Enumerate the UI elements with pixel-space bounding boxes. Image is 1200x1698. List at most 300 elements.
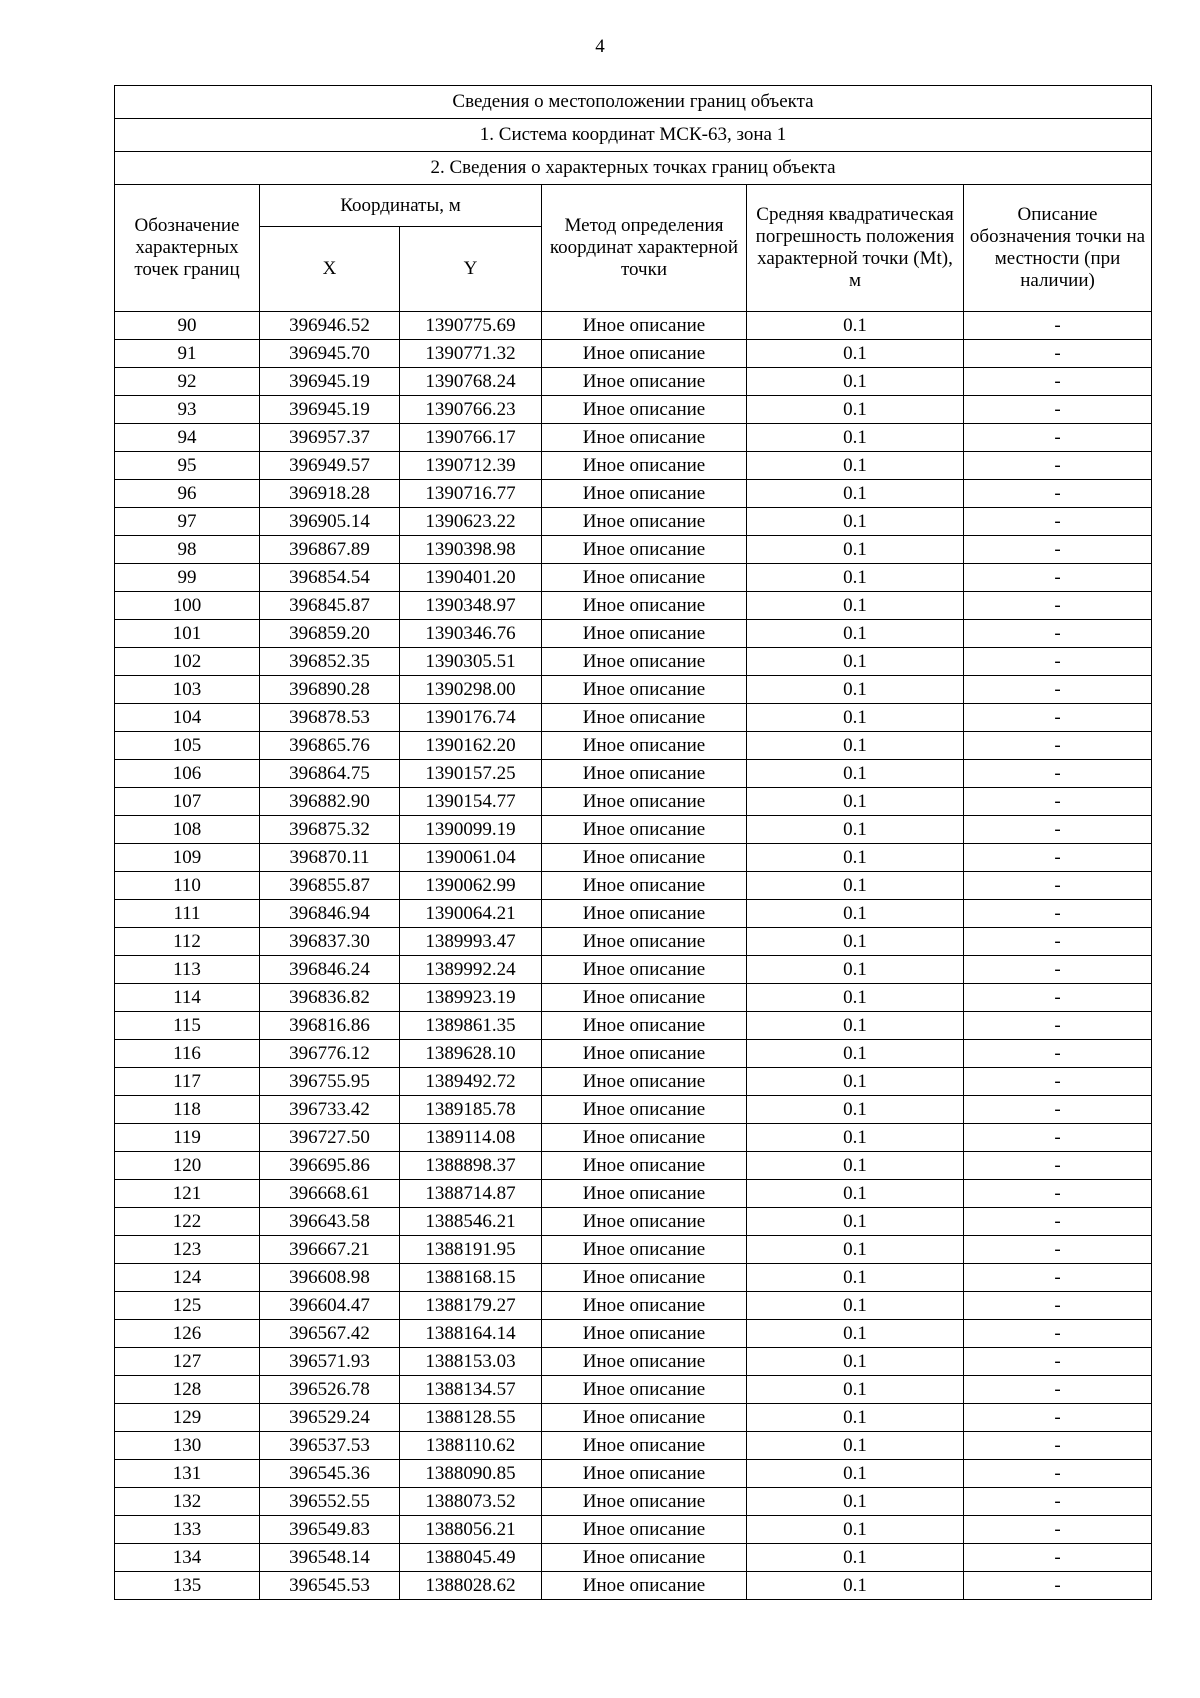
cell-x: 396776.12 bbox=[260, 1040, 400, 1068]
cell-method: Иное описание bbox=[542, 1516, 747, 1544]
cell-method: Иное описание bbox=[542, 424, 747, 452]
cell-y: 1388168.15 bbox=[400, 1264, 542, 1292]
cell-method: Иное описание bbox=[542, 1404, 747, 1432]
cell-point: 91 bbox=[115, 340, 260, 368]
cell-accuracy: 0.1 bbox=[747, 928, 964, 956]
cell-x: 396643.58 bbox=[260, 1208, 400, 1236]
table-row bbox=[115, 816, 1152, 844]
cell-method: Иное описание bbox=[542, 816, 747, 844]
cell-accuracy: 0.1 bbox=[747, 536, 964, 564]
cell-x: 396859.20 bbox=[260, 620, 400, 648]
cell-y: 1390712.39 bbox=[400, 452, 542, 480]
cell-point: 113 bbox=[115, 956, 260, 984]
cell-y: 1390305.51 bbox=[400, 648, 542, 676]
cell-y: 1390398.98 bbox=[400, 536, 542, 564]
cell-method: Иное описание bbox=[542, 1460, 747, 1488]
table-row bbox=[115, 872, 1152, 900]
cell-accuracy: 0.1 bbox=[747, 900, 964, 928]
table-row bbox=[115, 1292, 1152, 1320]
cell-point: 121 bbox=[115, 1180, 260, 1208]
cell-x: 396890.28 bbox=[260, 676, 400, 704]
cell-x: 396571.93 bbox=[260, 1348, 400, 1376]
cell-point: 101 bbox=[115, 620, 260, 648]
cell-x: 396945.19 bbox=[260, 368, 400, 396]
table-row bbox=[115, 1264, 1152, 1292]
cell-x: 396668.61 bbox=[260, 1180, 400, 1208]
cell-x: 396604.47 bbox=[260, 1292, 400, 1320]
cell-y: 1389861.35 bbox=[400, 1012, 542, 1040]
cell-x: 396816.86 bbox=[260, 1012, 400, 1040]
cell-method: Иное описание bbox=[542, 1432, 747, 1460]
cell-y: 1389492.72 bbox=[400, 1068, 542, 1096]
cell-accuracy: 0.1 bbox=[747, 1124, 964, 1152]
cell-y: 1390771.32 bbox=[400, 340, 542, 368]
cell-x: 396846.24 bbox=[260, 956, 400, 984]
cell-point: 98 bbox=[115, 536, 260, 564]
cell-point: 118 bbox=[115, 1096, 260, 1124]
cell-y: 1389628.10 bbox=[400, 1040, 542, 1068]
cell-x: 396882.90 bbox=[260, 788, 400, 816]
cell-point: 115 bbox=[115, 1012, 260, 1040]
cell-x: 396526.78 bbox=[260, 1376, 400, 1404]
cell-accuracy: 0.1 bbox=[747, 648, 964, 676]
header-point: Обозначение характерных точек границ bbox=[115, 185, 260, 312]
cell-x: 396878.53 bbox=[260, 704, 400, 732]
cell-x: 396946.52 bbox=[260, 312, 400, 340]
cell-method: Иное описание bbox=[542, 900, 747, 928]
cell-y: 1388546.21 bbox=[400, 1208, 542, 1236]
cell-x: 396854.54 bbox=[260, 564, 400, 592]
cell-x: 396949.57 bbox=[260, 452, 400, 480]
cell-y: 1390298.00 bbox=[400, 676, 542, 704]
cell-description: - bbox=[964, 984, 1152, 1012]
cell-accuracy: 0.1 bbox=[747, 872, 964, 900]
cell-description: - bbox=[964, 1488, 1152, 1516]
table-row bbox=[115, 396, 1152, 424]
cell-method: Иное описание bbox=[542, 760, 747, 788]
cell-description: - bbox=[964, 872, 1152, 900]
cell-description: - bbox=[964, 704, 1152, 732]
cell-description: - bbox=[964, 312, 1152, 340]
cell-y: 1389185.78 bbox=[400, 1096, 542, 1124]
cell-description: - bbox=[964, 508, 1152, 536]
cell-description: - bbox=[964, 1236, 1152, 1264]
cell-method: Иное описание bbox=[542, 620, 747, 648]
cell-accuracy: 0.1 bbox=[747, 508, 964, 536]
cell-description: - bbox=[964, 648, 1152, 676]
cell-description: - bbox=[964, 732, 1152, 760]
cell-accuracy: 0.1 bbox=[747, 1376, 964, 1404]
table-row bbox=[115, 760, 1152, 788]
cell-method: Иное описание bbox=[542, 1488, 747, 1516]
cell-accuracy: 0.1 bbox=[747, 1460, 964, 1488]
cell-point: 120 bbox=[115, 1152, 260, 1180]
cell-method: Иное описание bbox=[542, 1320, 747, 1348]
cell-method: Иное описание bbox=[542, 732, 747, 760]
cell-method: Иное описание bbox=[542, 340, 747, 368]
cell-point: 123 bbox=[115, 1236, 260, 1264]
table-row bbox=[115, 1124, 1152, 1152]
cell-x: 396552.55 bbox=[260, 1488, 400, 1516]
cell-method: Иное описание bbox=[542, 1124, 747, 1152]
cell-y: 1388028.62 bbox=[400, 1572, 542, 1600]
cell-point: 100 bbox=[115, 592, 260, 620]
cell-description: - bbox=[964, 396, 1152, 424]
cell-y: 1388153.03 bbox=[400, 1348, 542, 1376]
cell-accuracy: 0.1 bbox=[747, 1264, 964, 1292]
cell-method: Иное описание bbox=[542, 1096, 747, 1124]
cell-y: 1389114.08 bbox=[400, 1124, 542, 1152]
cell-x: 396727.50 bbox=[260, 1124, 400, 1152]
cell-y: 1390061.04 bbox=[400, 844, 542, 872]
cell-x: 396864.75 bbox=[260, 760, 400, 788]
table-row bbox=[115, 1236, 1152, 1264]
cell-point: 128 bbox=[115, 1376, 260, 1404]
cell-accuracy: 0.1 bbox=[747, 732, 964, 760]
cell-accuracy: 0.1 bbox=[747, 1544, 964, 1572]
cell-x: 396537.53 bbox=[260, 1432, 400, 1460]
cell-point: 133 bbox=[115, 1516, 260, 1544]
table-row bbox=[115, 1460, 1152, 1488]
cell-method: Иное описание bbox=[542, 1544, 747, 1572]
cell-point: 119 bbox=[115, 1124, 260, 1152]
cell-method: Иное описание bbox=[542, 648, 747, 676]
cell-method: Иное описание bbox=[542, 368, 747, 396]
cell-method: Иное описание bbox=[542, 1152, 747, 1180]
cell-accuracy: 0.1 bbox=[747, 368, 964, 396]
cell-y: 1389993.47 bbox=[400, 928, 542, 956]
header-coordinates: Координаты, м bbox=[260, 185, 542, 227]
cell-method: Иное описание bbox=[542, 1040, 747, 1068]
table-row bbox=[115, 508, 1152, 536]
cell-y: 1388045.49 bbox=[400, 1544, 542, 1572]
table-row bbox=[115, 956, 1152, 984]
cell-x: 396870.11 bbox=[260, 844, 400, 872]
cell-accuracy: 0.1 bbox=[747, 1292, 964, 1320]
cell-accuracy: 0.1 bbox=[747, 396, 964, 424]
cell-accuracy: 0.1 bbox=[747, 1320, 964, 1348]
cell-accuracy: 0.1 bbox=[747, 1012, 964, 1040]
cell-point: 102 bbox=[115, 648, 260, 676]
cell-x: 396875.32 bbox=[260, 816, 400, 844]
table-row bbox=[115, 928, 1152, 956]
cell-description: - bbox=[964, 1180, 1152, 1208]
cell-y: 1390623.22 bbox=[400, 508, 542, 536]
header-accuracy: Средняя квадратическая погрешность положения характерной точки (Mt), м bbox=[747, 185, 964, 312]
table-row bbox=[115, 368, 1152, 396]
cell-method: Иное описание bbox=[542, 1376, 747, 1404]
cell-accuracy: 0.1 bbox=[747, 956, 964, 984]
cell-method: Иное описание bbox=[542, 396, 747, 424]
cell-description: - bbox=[964, 1208, 1152, 1236]
cell-point: 124 bbox=[115, 1264, 260, 1292]
cell-method: Иное описание bbox=[542, 564, 747, 592]
cell-method: Иное описание bbox=[542, 788, 747, 816]
cell-point: 106 bbox=[115, 760, 260, 788]
table-row bbox=[115, 1040, 1152, 1068]
cell-accuracy: 0.1 bbox=[747, 620, 964, 648]
cell-point: 111 bbox=[115, 900, 260, 928]
table-row bbox=[115, 1180, 1152, 1208]
cell-y: 1390157.25 bbox=[400, 760, 542, 788]
cell-point: 95 bbox=[115, 452, 260, 480]
cell-x: 396549.83 bbox=[260, 1516, 400, 1544]
header-x: X bbox=[260, 227, 400, 312]
cell-y: 1389992.24 bbox=[400, 956, 542, 984]
table-row bbox=[115, 340, 1152, 368]
cell-y: 1388073.52 bbox=[400, 1488, 542, 1516]
cell-x: 396957.37 bbox=[260, 424, 400, 452]
cell-y: 1390099.19 bbox=[400, 816, 542, 844]
cell-description: - bbox=[964, 1432, 1152, 1460]
cell-y: 1388179.27 bbox=[400, 1292, 542, 1320]
table-row bbox=[115, 1572, 1152, 1600]
cell-method: Иное описание bbox=[542, 1348, 747, 1376]
cell-x: 396733.42 bbox=[260, 1096, 400, 1124]
cell-description: - bbox=[964, 1516, 1152, 1544]
cell-description: - bbox=[964, 592, 1152, 620]
cell-accuracy: 0.1 bbox=[747, 676, 964, 704]
cell-y: 1390766.23 bbox=[400, 396, 542, 424]
cell-accuracy: 0.1 bbox=[747, 1096, 964, 1124]
cell-method: Иное описание bbox=[542, 676, 747, 704]
table-row bbox=[115, 1012, 1152, 1040]
cell-point: 90 bbox=[115, 312, 260, 340]
cell-accuracy: 0.1 bbox=[747, 1180, 964, 1208]
cell-description: - bbox=[964, 1124, 1152, 1152]
cell-point: 103 bbox=[115, 676, 260, 704]
cell-description: - bbox=[964, 1040, 1152, 1068]
table-row bbox=[115, 592, 1152, 620]
cell-accuracy: 0.1 bbox=[747, 1152, 964, 1180]
table-row bbox=[115, 676, 1152, 704]
cell-accuracy: 0.1 bbox=[747, 844, 964, 872]
cell-point: 114 bbox=[115, 984, 260, 1012]
cell-x: 396918.28 bbox=[260, 480, 400, 508]
cell-y: 1390775.69 bbox=[400, 312, 542, 340]
cell-x: 396837.30 bbox=[260, 928, 400, 956]
cell-description: - bbox=[964, 340, 1152, 368]
cell-x: 396667.21 bbox=[260, 1236, 400, 1264]
table-row bbox=[115, 704, 1152, 732]
cell-method: Иное описание bbox=[542, 536, 747, 564]
table-row bbox=[115, 1376, 1152, 1404]
section-title: 2. Сведения о характерных точках границ объекта bbox=[115, 152, 1152, 185]
cell-description: - bbox=[964, 1012, 1152, 1040]
cell-x: 396867.89 bbox=[260, 536, 400, 564]
cell-method: Иное описание bbox=[542, 1012, 747, 1040]
table-row bbox=[115, 1516, 1152, 1544]
cell-accuracy: 0.1 bbox=[747, 816, 964, 844]
cell-description: - bbox=[964, 480, 1152, 508]
cell-method: Иное описание bbox=[542, 1292, 747, 1320]
cell-description: - bbox=[964, 424, 1152, 452]
cell-point: 112 bbox=[115, 928, 260, 956]
cell-y: 1388191.95 bbox=[400, 1236, 542, 1264]
cell-point: 99 bbox=[115, 564, 260, 592]
cell-point: 108 bbox=[115, 816, 260, 844]
cell-method: Иное описание bbox=[542, 1572, 747, 1600]
table-row bbox=[115, 1208, 1152, 1236]
cell-method: Иное описание bbox=[542, 1264, 747, 1292]
table-row bbox=[115, 1320, 1152, 1348]
cell-point: 97 bbox=[115, 508, 260, 536]
cell-point: 110 bbox=[115, 872, 260, 900]
cell-description: - bbox=[964, 1460, 1152, 1488]
cell-accuracy: 0.1 bbox=[747, 1488, 964, 1516]
cell-accuracy: 0.1 bbox=[747, 340, 964, 368]
cell-x: 396695.86 bbox=[260, 1152, 400, 1180]
table-row bbox=[115, 564, 1152, 592]
cell-description: - bbox=[964, 1572, 1152, 1600]
cell-y: 1388128.55 bbox=[400, 1404, 542, 1432]
cell-y: 1390162.20 bbox=[400, 732, 542, 760]
cell-accuracy: 0.1 bbox=[747, 1432, 964, 1460]
cell-accuracy: 0.1 bbox=[747, 984, 964, 1012]
cell-x: 396852.35 bbox=[260, 648, 400, 676]
cell-y: 1390064.21 bbox=[400, 900, 542, 928]
cell-x: 396845.87 bbox=[260, 592, 400, 620]
cell-point: 96 bbox=[115, 480, 260, 508]
table-row bbox=[115, 732, 1152, 760]
cell-y: 1390348.97 bbox=[400, 592, 542, 620]
cell-y: 1388164.14 bbox=[400, 1320, 542, 1348]
cell-accuracy: 0.1 bbox=[747, 1208, 964, 1236]
cell-y: 1388090.85 bbox=[400, 1460, 542, 1488]
cell-accuracy: 0.1 bbox=[747, 1040, 964, 1068]
cell-accuracy: 0.1 bbox=[747, 760, 964, 788]
cell-x: 396545.36 bbox=[260, 1460, 400, 1488]
cell-method: Иное описание bbox=[542, 704, 747, 732]
cell-description: - bbox=[964, 760, 1152, 788]
cell-x: 396945.19 bbox=[260, 396, 400, 424]
cell-description: - bbox=[964, 844, 1152, 872]
cell-point: 104 bbox=[115, 704, 260, 732]
table-row bbox=[115, 312, 1152, 340]
cell-accuracy: 0.1 bbox=[747, 1404, 964, 1432]
cell-y: 1390176.74 bbox=[400, 704, 542, 732]
cell-method: Иное описание bbox=[542, 312, 747, 340]
cell-description: - bbox=[964, 1292, 1152, 1320]
cell-accuracy: 0.1 bbox=[747, 312, 964, 340]
cell-method: Иное описание bbox=[542, 928, 747, 956]
coordinate-system: 1. Система координат МСК-63, зона 1 bbox=[115, 119, 1152, 152]
cell-point: 94 bbox=[115, 424, 260, 452]
cell-accuracy: 0.1 bbox=[747, 788, 964, 816]
cell-accuracy: 0.1 bbox=[747, 1236, 964, 1264]
table-body bbox=[115, 312, 1152, 1600]
cell-y: 1388056.21 bbox=[400, 1516, 542, 1544]
cell-x: 396548.14 bbox=[260, 1544, 400, 1572]
table-row bbox=[115, 1488, 1152, 1516]
table-row bbox=[115, 844, 1152, 872]
cell-y: 1388714.87 bbox=[400, 1180, 542, 1208]
cell-y: 1388134.57 bbox=[400, 1376, 542, 1404]
cell-x: 396529.24 bbox=[260, 1404, 400, 1432]
cell-point: 129 bbox=[115, 1404, 260, 1432]
table-row bbox=[115, 480, 1152, 508]
cell-description: - bbox=[964, 1264, 1152, 1292]
cell-point: 92 bbox=[115, 368, 260, 396]
cell-method: Иное описание bbox=[542, 508, 747, 536]
cell-method: Иное описание bbox=[542, 1068, 747, 1096]
cell-description: - bbox=[964, 1096, 1152, 1124]
cell-accuracy: 0.1 bbox=[747, 1348, 964, 1376]
table-row bbox=[115, 424, 1152, 452]
cell-description: - bbox=[964, 620, 1152, 648]
cell-accuracy: 0.1 bbox=[747, 1572, 964, 1600]
cell-accuracy: 0.1 bbox=[747, 1516, 964, 1544]
cell-point: 131 bbox=[115, 1460, 260, 1488]
cell-description: - bbox=[964, 536, 1152, 564]
cell-y: 1390716.77 bbox=[400, 480, 542, 508]
cell-y: 1388898.37 bbox=[400, 1152, 542, 1180]
cell-point: 130 bbox=[115, 1432, 260, 1460]
cell-y: 1390766.17 bbox=[400, 424, 542, 452]
cell-point: 126 bbox=[115, 1320, 260, 1348]
header-y: Y bbox=[400, 227, 542, 312]
cell-x: 396836.82 bbox=[260, 984, 400, 1012]
cell-y: 1390768.24 bbox=[400, 368, 542, 396]
cell-point: 109 bbox=[115, 844, 260, 872]
table-row bbox=[115, 1096, 1152, 1124]
cell-method: Иное описание bbox=[542, 956, 747, 984]
cell-description: - bbox=[964, 1068, 1152, 1096]
table-row bbox=[115, 1432, 1152, 1460]
table-title: Сведения о местоположении границ объекта bbox=[115, 86, 1152, 119]
cell-description: - bbox=[964, 452, 1152, 480]
cell-point: 116 bbox=[115, 1040, 260, 1068]
cell-method: Иное описание bbox=[542, 1208, 747, 1236]
table-row bbox=[115, 1544, 1152, 1572]
cell-description: - bbox=[964, 788, 1152, 816]
cell-accuracy: 0.1 bbox=[747, 564, 964, 592]
cell-description: - bbox=[964, 676, 1152, 704]
table-row bbox=[115, 648, 1152, 676]
cell-description: - bbox=[964, 816, 1152, 844]
cell-accuracy: 0.1 bbox=[747, 424, 964, 452]
cell-description: - bbox=[964, 1152, 1152, 1180]
table-row bbox=[115, 1404, 1152, 1432]
table-row bbox=[115, 1152, 1152, 1180]
cell-method: Иное описание bbox=[542, 872, 747, 900]
cell-description: - bbox=[964, 1404, 1152, 1432]
cell-point: 135 bbox=[115, 1572, 260, 1600]
table-row bbox=[115, 536, 1152, 564]
cell-accuracy: 0.1 bbox=[747, 704, 964, 732]
table-row bbox=[115, 900, 1152, 928]
cell-point: 122 bbox=[115, 1208, 260, 1236]
cell-point: 107 bbox=[115, 788, 260, 816]
table-row bbox=[115, 1068, 1152, 1096]
cell-y: 1389923.19 bbox=[400, 984, 542, 1012]
cell-x: 396755.95 bbox=[260, 1068, 400, 1096]
header-method: Метод определения координат характерной точки bbox=[542, 185, 747, 312]
cell-description: - bbox=[964, 368, 1152, 396]
cell-accuracy: 0.1 bbox=[747, 452, 964, 480]
cell-y: 1390346.76 bbox=[400, 620, 542, 648]
header-description: Описание обозначения точки на местности (при наличии) bbox=[964, 185, 1152, 312]
table-row bbox=[115, 984, 1152, 1012]
cell-method: Иное описание bbox=[542, 844, 747, 872]
cell-point: 127 bbox=[115, 1348, 260, 1376]
cell-method: Иное описание bbox=[542, 592, 747, 620]
cell-method: Иное описание bbox=[542, 1236, 747, 1264]
cell-method: Иное описание bbox=[542, 452, 747, 480]
cell-point: 93 bbox=[115, 396, 260, 424]
cell-description: - bbox=[964, 564, 1152, 592]
table-row bbox=[115, 788, 1152, 816]
